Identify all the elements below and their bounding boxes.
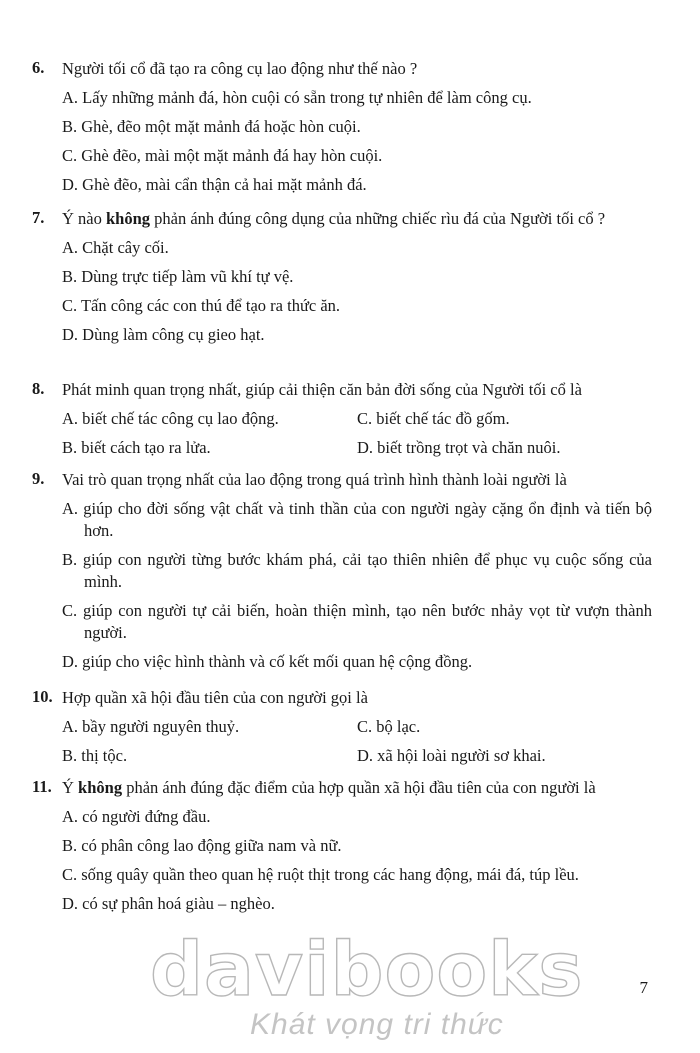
question-number: 6. xyxy=(32,58,45,77)
question-stem: Ý nào không phản ánh đúng công dụng của những chiếc rìu đá của Người tối cổ ? xyxy=(62,209,606,228)
option-b: B. thị tộc. xyxy=(62,746,128,765)
option-c: C. Tấn công các con thú để tạo ra thức ăn. xyxy=(62,296,341,315)
option-a: A. Lấy những mảnh đá, hòn cuội có sẵn trong tự nhiên để làm công cụ. xyxy=(62,88,532,107)
question-number: 7. xyxy=(32,208,45,227)
option-d: D. có sự phân hoá giàu – nghèo. xyxy=(62,894,275,913)
options-row xyxy=(62,408,652,430)
option-c: C. sống quây quần theo quan hệ ruột thịt trong các hang động, mái đá, túp lều. xyxy=(62,865,579,884)
option-c: C. biết chế tác đồ gốm. xyxy=(357,409,510,428)
watermark-tagline: Khát vọng tri thức xyxy=(250,1008,504,1041)
emphasis-word: không xyxy=(106,209,151,228)
option-a: A. biết chế tác công cụ lao động. xyxy=(62,409,279,428)
question-stem: Vai trò quan trọng nhất của lao động trong quá trình hình thành loài người là xyxy=(62,470,567,489)
option-c: C. bộ lạc. xyxy=(357,717,421,736)
question-stem: Ý không phản ánh đúng đặc điểm của hợp quần xã hội đầu tiên của con người là xyxy=(62,778,596,797)
option-a: A. giúp cho đời sống vật chất và tinh thần của con người ngày cặng ổn định và tiến bộ hơn. xyxy=(62,499,652,540)
question-8 xyxy=(32,379,652,459)
option-d: D. biết trồng trọt và chăn nuôi. xyxy=(357,438,561,457)
question-stem: Người tối cổ đã tạo ra công cụ lao động như thế nào ? xyxy=(62,59,418,78)
question-stem: Phát minh quan trọng nhất, giúp cải thiện căn bản đời sống của Người tối cổ là xyxy=(62,380,582,399)
question-7 xyxy=(32,208,652,346)
options-row xyxy=(62,437,652,459)
question-number: 9. xyxy=(32,469,45,488)
option-b: B. Ghè, đẽo một mặt mảnh đá hoặc hòn cuội. xyxy=(62,117,361,136)
emphasis-word: không xyxy=(78,778,123,797)
question-11 xyxy=(32,777,652,915)
option-c: C. Ghè đẽo, mài một mặt mảnh đá hay hòn cuội. xyxy=(62,146,383,165)
option-b: B. có phân công lao động giữa nam và nữ. xyxy=(62,836,342,855)
option-a: A. có người đứng đầu. xyxy=(62,807,211,826)
question-number: 8. xyxy=(32,379,45,398)
options-row xyxy=(62,745,652,767)
question-stem: Hợp quần xã hội đầu tiên của con người gọi là xyxy=(62,688,368,707)
question-number: 10. xyxy=(32,687,53,706)
question-6 xyxy=(32,58,652,196)
option-b: B. Dùng trực tiếp làm vũ khí tự vệ. xyxy=(62,267,294,286)
watermark-logo: davibooks xyxy=(150,927,584,1013)
option-d: D. Dùng làm công cụ gieo hạt. xyxy=(62,325,265,344)
options-row xyxy=(62,716,652,738)
option-a: A. Chặt cây cối. xyxy=(62,238,169,257)
page-number: 7 xyxy=(639,978,648,997)
option-d: D. giúp cho việc hình thành và cố kết mối quan hệ cộng đồng. xyxy=(62,652,473,671)
option-d: D. Ghè đẽo, mài cẩn thận cả hai mặt mảnh đá. xyxy=(62,175,367,194)
option-b: B. giúp con người từng bước khám phá, cải tạo thiên nhiên để phục vụ cuộc sống của mình. xyxy=(62,550,652,591)
option-b: B. biết cách tạo ra lửa. xyxy=(62,438,211,457)
option-c: C. giúp con người tự cải biến, hoàn thiện mình, tạo nên bước nhảy vọt từ vượn thành người. xyxy=(62,601,652,642)
option-d: D. xã hội loài người sơ khai. xyxy=(357,746,546,765)
option-a: A. bầy người nguyên thuỷ. xyxy=(62,717,240,736)
question-10 xyxy=(32,687,652,767)
question-9 xyxy=(32,469,652,673)
question-number: 11. xyxy=(32,777,52,796)
